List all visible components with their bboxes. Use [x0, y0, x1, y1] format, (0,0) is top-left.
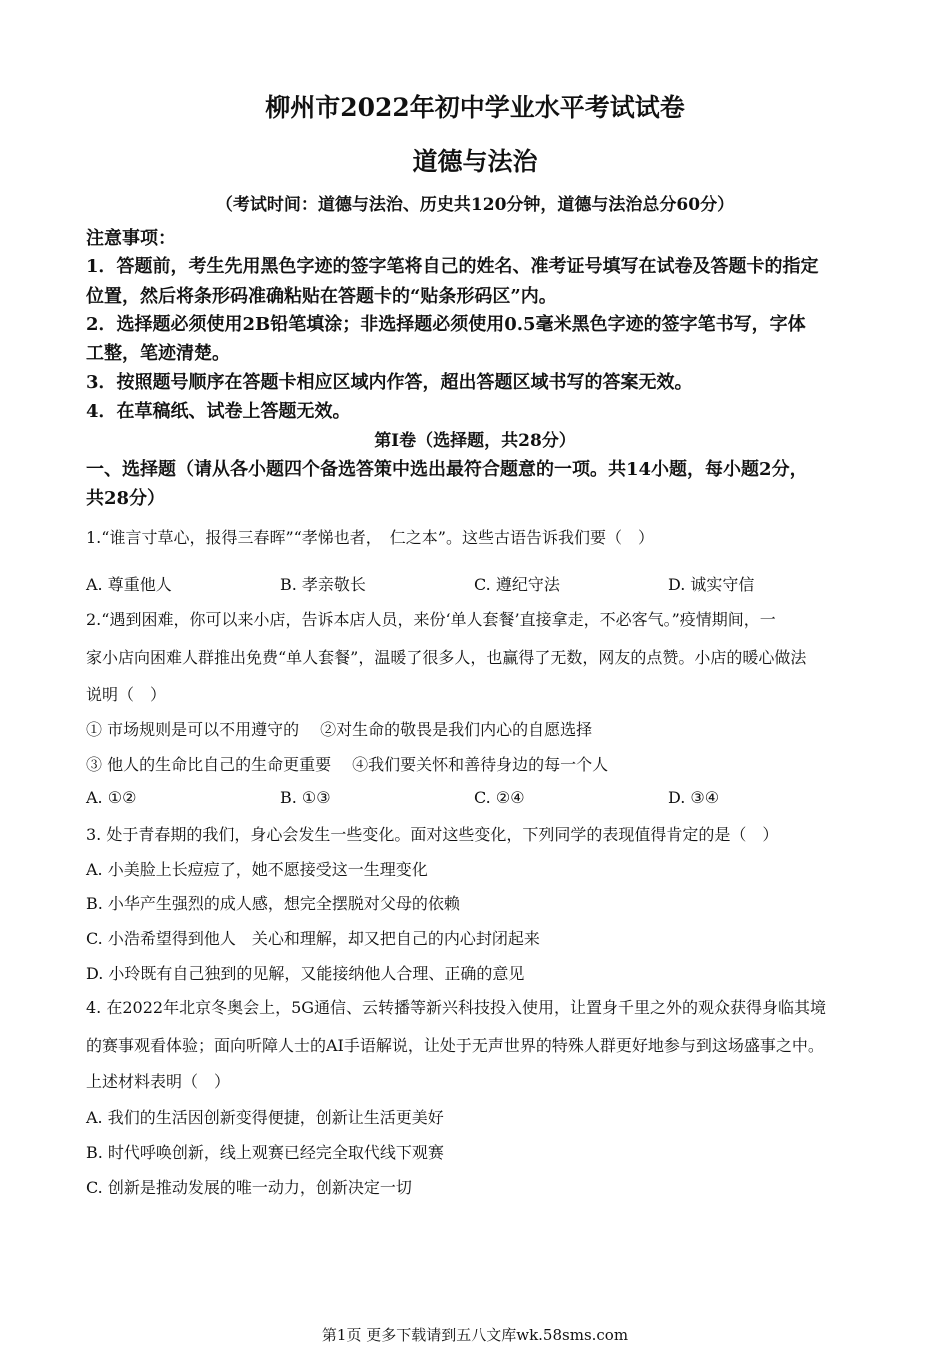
option-c: C. 遵纪守法 [474, 575, 560, 594]
option-b: B. ①③ [280, 788, 331, 807]
question-2-statement: ① 市场规则是可以不用遵守的 ②对生命的敬畏是我们内心的自愿选择 [86, 720, 593, 739]
question-2-statement: ③ 他人的生命比自己的生命更重要 ④我们要关怀和善待身边的每一个人 [86, 755, 609, 774]
option-b: B. 时代呼唤创新，线上观赛已经完全取代线下观赛 [86, 1143, 444, 1162]
option-a: A. ①② [86, 788, 137, 807]
question-4-stem: 的赛事观看体验；面向听障人士的AI手语解说，让处于无声世界的特殊人群更好地参与到这场盛事之中。 [86, 1036, 824, 1055]
question-1-stem: 1.“谁言寸草心，报得三春晖”“孝悌也者， 仁之本”。这些古语告诉我们要（ ） [86, 528, 654, 547]
notice-item: 1．答题前，考生先用黑色字迹的签字笔将自己的姓名、准考证号填写在试卷及答题卡的指定 [86, 256, 819, 277]
option-b: B. 孝亲敬长 [280, 575, 366, 594]
exam-title: 柳州市2022年初中学业水平考试试卷 [265, 93, 685, 122]
option-a: A. 尊重他人 [86, 575, 172, 594]
question-2-stem: 家小店向困难人群推出免费“单人套餐”，温暖了很多人，也赢得了无数，网友的点赞。小店的暖心做法 [86, 648, 807, 667]
option-d: D. 诚实守信 [668, 575, 755, 594]
question-1-options [86, 572, 866, 595]
option-a: A. 小美脸上长痘痘了，她不愿接受这一生理变化 [86, 860, 428, 879]
question-2-stem: 说明（ ） [86, 685, 167, 704]
option-c: C. ②④ [474, 788, 525, 807]
section-instruction: 共28分） [86, 488, 166, 509]
option-d: D. ③④ [668, 788, 720, 807]
volume-heading: 第Ⅰ卷（选择题，共28分） [374, 431, 576, 451]
question-3-stem: 3. 处于青春期的我们，身心会发生一些变化。面对这些变化，下列同学的表现值得肯定的是（ ） [86, 825, 779, 844]
question-4-stem: 4. 在2022年北京冬奥会上，5G通信、云转播等新兴科技投入使用，让置身千里之外的观众获得身临其境 [86, 998, 827, 1017]
option-b: B. 小华产生强烈的成人感，想完全摆脱对父母的依赖 [86, 894, 460, 913]
question-2-stem: 2.“遇到困难，你可以来小店，告诉本店人员，来份‘单人套餐’直接拿走，不必客气。”疫情期间，一 [86, 610, 776, 629]
exam-time-note: （考试时间：道德与法治、历史共120分钟，道德与法治总分60分） [215, 195, 735, 215]
question-2-options [86, 788, 866, 807]
option-a: A. 我们的生活因创新变得便捷，创新让生活更美好 [86, 1108, 444, 1127]
option-c: C. 小浩希望得到他人 关心和理解，却又把自己的内心封闭起来 [86, 929, 540, 948]
subject-title: 道德与法治 [412, 147, 538, 176]
question-4-stem: 上述材料表明（ ） [86, 1072, 231, 1091]
option-c: C. 创新是推动发展的唯一动力，创新决定一切 [86, 1178, 412, 1197]
notice-heading: 注意事项： [86, 228, 176, 249]
notice-item: 3．按照题号顺序在答题卡相应区域内作答，超出答题区域书写的答案无效。 [86, 372, 693, 393]
notice-item: 位置，然后将条形码准确粘贴在答题卡的“贴条形码区”内。 [86, 286, 557, 307]
option-d: D. 小玲既有自己独到的见解，又能接纳他人合理、正确的意见 [86, 964, 525, 983]
notice-item: 工整，笔迹清楚。 [86, 343, 230, 364]
notice-item: 2．选择题必须使用2B铅笔填涂；非选择题必须使用0.5毫米黑色字迹的签字笔书写，字体 [86, 314, 806, 335]
section-instruction: 一、选择题（请从各小题四个备选答策中选出最符合题意的一项。共14小题，每小题2分， [86, 459, 808, 480]
page-footer: 第1页 更多下载请到五八文库wk.58sms.com [321, 1326, 629, 1344]
notice-item: 4．在草稿纸、试卷上答题无效。 [86, 401, 351, 422]
